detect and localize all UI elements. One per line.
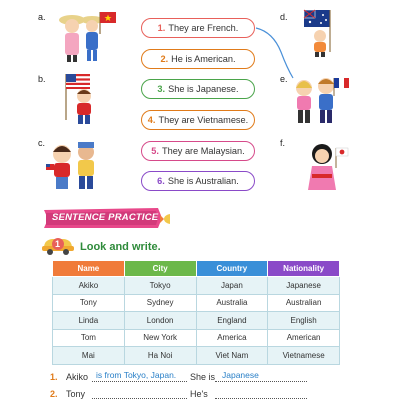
cell-nationality: Australian (268, 294, 340, 312)
sentence-number: 6. (157, 176, 165, 186)
cell-country: Japan (196, 277, 268, 295)
cell-nationality: American (268, 329, 340, 347)
question-2-blank-1 (92, 398, 187, 399)
sentence-box-4[interactable] (141, 110, 255, 130)
picture-b-american-boy (58, 70, 102, 126)
header-nationality: Nationality (268, 261, 340, 277)
sentence-number: 1. (157, 23, 166, 33)
picture-e-french-kids (288, 70, 350, 126)
table-row (53, 294, 340, 312)
table-row (53, 347, 340, 365)
picture-f-japanese-girl (302, 138, 350, 194)
cell-city: Ha Noi (124, 347, 196, 365)
letter-f: f. (280, 138, 286, 148)
question-1-mid: She is (190, 372, 216, 382)
letter-a: a. (38, 12, 46, 22)
sentence-number: 2. (160, 54, 169, 64)
question-1-answer-2[interactable]: Japanese (222, 370, 259, 380)
sentence-text: They are French. (168, 23, 239, 33)
cell-name: Akiko (53, 277, 125, 295)
table-row (53, 312, 340, 330)
sentence-number: 5. (151, 146, 159, 156)
header-country: Country (196, 261, 268, 277)
cell-city: London (124, 312, 196, 330)
cell-country: America (196, 329, 268, 347)
question-2-mid: He's (190, 389, 208, 399)
sentence-box-3[interactable] (141, 79, 255, 99)
sentence-number: 3. (157, 84, 166, 94)
sentence-box-6[interactable] (141, 171, 255, 191)
letter-d: d. (280, 12, 288, 22)
question-1-number: 1. (50, 372, 58, 382)
cell-name: Mai (53, 347, 125, 365)
sentence-text: She is Australian. (167, 176, 239, 186)
sentence-text: They are Vietnamese. (158, 115, 249, 125)
sentence-text: He is American. (171, 54, 236, 64)
sentence-box-5[interactable] (141, 141, 255, 161)
letter-e: e. (280, 74, 288, 84)
cell-city: New York (124, 329, 196, 347)
exercise-number: 1 (55, 239, 61, 249)
question-1-name: Akiko (66, 372, 89, 382)
matching-line (255, 22, 295, 82)
table-row (53, 277, 340, 295)
sentence-number: 4. (147, 115, 156, 125)
letter-c: c. (38, 138, 46, 148)
cell-country: Viet Nam (196, 347, 268, 365)
cell-country: Australia (196, 294, 268, 312)
cell-nationality: English (268, 312, 340, 330)
picture-d-australian-girl (302, 8, 336, 58)
letter-b: b. (38, 74, 46, 84)
cell-city: Sydney (124, 294, 196, 312)
question-1-blank-1 (92, 381, 187, 382)
picture-a-vietnamese-kids (48, 8, 118, 64)
question-2-number: 2. (50, 389, 58, 399)
table-row (53, 329, 340, 347)
cell-country: England (196, 312, 268, 330)
question-2-blank-2 (215, 398, 307, 399)
question-2-name: Tony (66, 389, 86, 399)
sentence-box-2[interactable] (141, 49, 255, 69)
instruction: Look and write. (80, 241, 161, 253)
info-table (52, 260, 340, 365)
cell-name: Tony (53, 294, 125, 312)
banner-title: SENTENCE PRACTICE (52, 212, 159, 223)
header-name: Name (53, 261, 125, 277)
cell-name: Tom (53, 329, 125, 347)
header-city: City (124, 261, 196, 277)
picture-c-malaysian-kids (44, 136, 106, 192)
question-1-answer-1[interactable]: is from Tokyo, Japan. (96, 370, 177, 380)
cell-name: Linda (53, 312, 125, 330)
cell-nationality: Japanese (268, 277, 340, 295)
cell-nationality: Vietnamese (268, 347, 340, 365)
sentence-text: She is Japanese. (168, 84, 239, 94)
question-1-blank-2 (215, 381, 307, 382)
cell-city: Tokyo (124, 277, 196, 295)
sentence-box-1[interactable] (141, 18, 255, 38)
sentence-text: They are Malaysian. (161, 146, 245, 156)
